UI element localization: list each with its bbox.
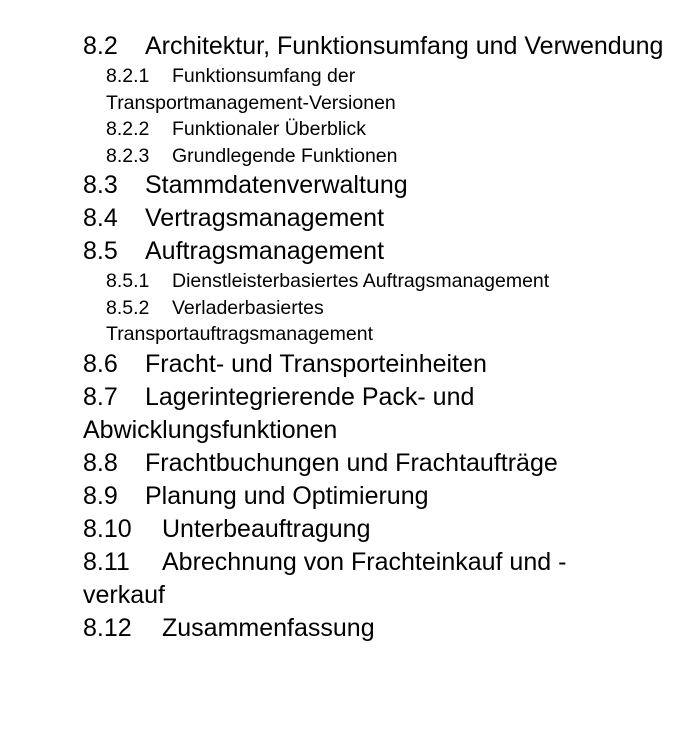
toc-number: 8.2	[83, 32, 118, 60]
toc-entry-8-2-1[interactable]	[106, 63, 446, 116]
toc-title: Planung und Optimierung	[145, 481, 429, 510]
toc-title: Verladerbasiertes Transportauftragsmanagement	[106, 296, 374, 345]
toc-entry-8-3[interactable]	[83, 169, 673, 202]
toc-title: Stammdatenverwaltung	[145, 171, 408, 199]
toc-entry-8-2[interactable]	[83, 30, 673, 63]
toc-title: Unterbeauftragung	[162, 514, 371, 543]
toc-title: Grundlegende Funktionen	[172, 144, 398, 167]
toc-entry-8-5[interactable]	[83, 235, 673, 268]
toc-entry-8-6[interactable]	[83, 348, 673, 381]
toc-number: 8.2.2	[106, 118, 150, 140]
toc-number: 8.2.3	[106, 144, 150, 167]
toc-entry-8-7[interactable]	[83, 381, 553, 447]
toc-title: Dienstleisterbasiertes Auftragsmanagement	[172, 270, 550, 292]
toc-entry-8-8[interactable]	[83, 447, 673, 480]
toc-title: Abrechnung von Frachteinkauf und -verkauf	[83, 547, 567, 609]
toc-number: 8.11	[83, 547, 130, 576]
toc-title: Fracht- und Transporteinheiten	[145, 349, 487, 378]
toc-entry-8-4[interactable]	[83, 202, 673, 235]
toc-number: 8.5	[83, 237, 118, 265]
toc-number: 8.10	[83, 514, 132, 543]
toc-number: 8.12	[83, 613, 132, 642]
toc-title: Frachtbuchungen und Frachtaufträge	[145, 448, 558, 477]
toc-entry-8-2-2[interactable]	[106, 116, 673, 143]
toc-number: 8.8	[83, 448, 118, 477]
toc-entry-8-9[interactable]	[83, 480, 673, 513]
toc-entry-8-5-1[interactable]	[106, 268, 673, 295]
toc-number: 8.9	[83, 481, 118, 510]
table-of-contents	[83, 30, 673, 645]
toc-title: Architektur, Funktionsumfang und Verwendung	[145, 32, 664, 60]
toc-number: 8.4	[83, 204, 118, 232]
toc-title: Zusammenfassung	[162, 613, 375, 642]
toc-number: 8.7	[83, 382, 118, 411]
toc-title: Funktionaler Überblick	[172, 118, 367, 140]
toc-number: 8.5.2	[106, 296, 150, 319]
toc-number: 8.6	[83, 349, 118, 378]
toc-title: Lagerintegrierende Pack- und Abwicklungsfunktionen	[83, 382, 475, 444]
toc-number: 8.3	[83, 171, 118, 199]
toc-entry-8-5-2[interactable]	[106, 295, 446, 348]
toc-title: Auftragsmanagement	[145, 237, 385, 265]
toc-number: 8.5.1	[106, 270, 150, 292]
toc-title: Funktionsumfang der Transportmanagement-Versionen	[106, 65, 396, 114]
toc-title: Vertragsmanagement	[145, 204, 385, 232]
toc-number: 8.2.1	[106, 65, 150, 87]
toc-entry-8-11[interactable]	[83, 546, 623, 612]
toc-entry-8-2-3[interactable]	[106, 143, 673, 170]
toc-entry-8-10[interactable]	[83, 513, 673, 546]
toc-entry-8-12[interactable]	[83, 612, 673, 645]
